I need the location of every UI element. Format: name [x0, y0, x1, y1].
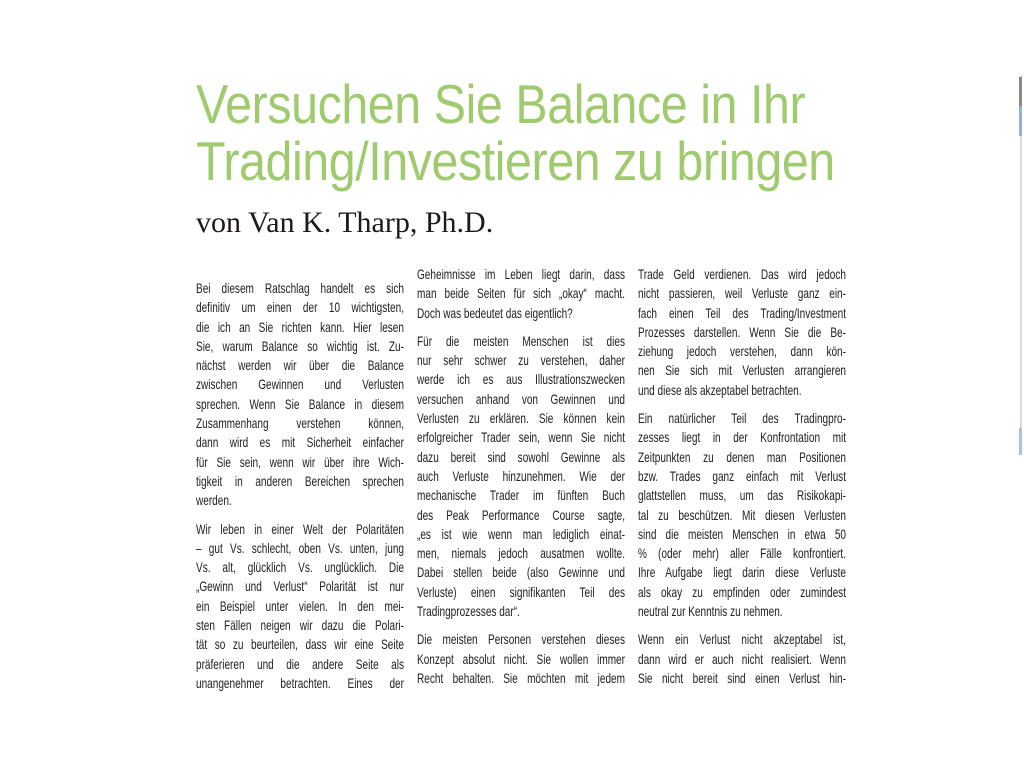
text-line: sten Fällen neigen wir dazu die Polari-	[196, 617, 404, 634]
page-edge-mark-blue-bottom	[1019, 428, 1022, 455]
text-line: des Peak Performance Course sagte,	[417, 506, 625, 523]
text-line: die ich an Sie richten kann. Hier lesen	[196, 318, 404, 335]
paragraph	[196, 520, 404, 694]
text-line: ein Beispiel unter vielen. In den mei-	[196, 597, 404, 614]
text-line: nicht passieren, weil Verluste ganz ein-	[638, 285, 846, 302]
text-line: Doch was bedeutet das eigentlich?	[417, 304, 573, 321]
text-line: Sie, warum Balance so wichtig ist. Zu-	[196, 337, 404, 354]
text-line: fach einen Teil des Trading/Investment	[638, 304, 846, 321]
text-line: Bei diesem Ratschlag handelt es sich	[196, 280, 404, 296]
text-line: als okay zu empfinden oder zumindest	[638, 583, 846, 600]
text-line: Wir leben in einer Welt der Polaritäten	[196, 520, 404, 537]
text-line: nur sehr schwer zu verstehen, daher	[417, 352, 625, 369]
text-line: Zeitpunkten zu denen man Positionen	[638, 448, 846, 465]
text-line: nen Sie sich mit Verlusten arrangieren	[638, 362, 846, 379]
paragraph	[417, 332, 625, 621]
text-column-1-content	[196, 279, 404, 693]
text-line: Geheimnisse im Leben liegt darin, dass	[417, 266, 625, 282]
text-line: men, niemals jedoch ausatmen wollte.	[417, 545, 625, 562]
text-line: Für die meisten Menschen ist dies	[417, 332, 625, 349]
text-line: dann wird er auch nicht realisiert. Wenn	[638, 650, 846, 667]
text-line: tigkeit in anderen Bereichen sprechen	[196, 472, 404, 489]
text-line: tal zu beschützen. Mit diesen Verlusten	[638, 506, 846, 523]
text-line: ziehung jedoch verstehen, dann kön-	[638, 343, 846, 360]
article-title	[196, 73, 882, 192]
text-line: werden.	[196, 492, 232, 509]
paragraph	[417, 265, 625, 323]
text-line: dazu bereit sind sowohl Gewinne als	[417, 448, 625, 465]
text-line: auch Verluste hinzunehmen. Wie der	[417, 467, 625, 484]
text-column-2-content	[417, 265, 625, 688]
text-line: – gut Vs. schlecht, oben Vs. unten, jung	[196, 539, 404, 556]
text-line: bzw. Trades ganz einfach mit Verlust	[638, 467, 846, 484]
text-line: präferieren und die andere Seite als	[196, 655, 404, 672]
text-line: glattstellen muss, um das Risikokapi-	[638, 487, 846, 504]
text-line: Wenn ein Verlust nicht akzeptabel ist,	[638, 631, 846, 648]
text-line: Die meisten Personen verstehen dieses	[417, 631, 625, 648]
text-line: Recht behalten. Sie möchten mit jedem	[417, 669, 625, 686]
text-line: Ihre Aufgabe liegt darin diese Verluste	[638, 564, 846, 581]
text-line: unangenehmer betrachten. Eines der	[196, 674, 404, 691]
text-line: „Gewinn und Verlust“ Polarität ist nur	[196, 578, 404, 595]
text-line: nächst werden wir über die Balance	[196, 357, 404, 374]
text-line: zesses liegt in der Konfrontation mit	[638, 429, 846, 446]
text-line: versuchen anhand von Gewinnen und	[417, 390, 625, 407]
text-line: % (oder mehr) aller Fälle konfrontiert.	[638, 545, 846, 562]
text-line: Trade Geld verdienen. Das wird jedoch	[638, 266, 846, 282]
text-line: tät so zu beurteilen, dass wir eine Seite	[196, 636, 404, 653]
paragraph	[638, 265, 846, 400]
text-line: definitiv um einen der 10 wichtigsten,	[196, 299, 404, 316]
page-edge-mark-gray	[1019, 77, 1022, 106]
text-line: „es ist wie wenn man lediglich einat-	[417, 525, 625, 542]
text-line: Verluste) einen signifikanten Teil des	[417, 583, 625, 600]
text-line: Vs. alt, glücklich Vs. unglücklich. Die	[196, 559, 404, 576]
text-line: für Sie sein, wenn wir über ihre Wich-	[196, 453, 404, 470]
page-edge-mark-blue-top	[1019, 106, 1022, 136]
article-title-line-2: Trading/Investieren zu bringen	[196, 130, 835, 192]
text-column-3-content	[638, 265, 846, 688]
text-line: dann wird es mit Sicherheit einfacher	[196, 434, 404, 451]
article-body	[196, 265, 846, 693]
text-line: neutral zur Kenntnis zu nehmen.	[638, 603, 783, 620]
text-line: erfolgreicher Trader sein, wenn Sie nicht	[417, 429, 625, 446]
text-line: Sie nicht bereit sind einen Verlust hin-	[638, 669, 846, 686]
text-line: werde ich es aus Illustrationszwecken	[417, 371, 625, 388]
paragraph	[417, 630, 625, 688]
paragraph	[638, 630, 846, 688]
text-line: Verlusten zu erklären. Sie können kein	[417, 410, 625, 427]
text-line: und diese als akzeptabel betrachten.	[638, 381, 802, 398]
paragraph	[638, 409, 846, 621]
text-column-3	[638, 265, 846, 693]
text-line: Zusammenhang verstehen können,	[196, 415, 404, 432]
text-column-1	[196, 265, 404, 693]
article-title-line-1: Versuchen Sie Balance in Ihr	[196, 73, 806, 135]
text-line: sind die meisten Menschen in etwa 50	[638, 525, 846, 542]
text-line: zwischen Gewinnen und Verlusten	[196, 376, 404, 393]
text-line: mechanische Trader im fünften Buch	[417, 487, 625, 504]
text-line: Konzept absolut nicht. Sie wollen immer	[417, 650, 625, 667]
text-line: Tradingprozesses dar“.	[417, 603, 520, 620]
text-line: Dabei stellen beide (also Gewinne und	[417, 564, 625, 581]
article-byline: von Van K. Tharp, Ph.D.	[196, 206, 494, 239]
text-column-2	[417, 265, 625, 693]
text-line: man beide Seiten für sich „okay“ macht.	[417, 285, 625, 302]
paragraph	[196, 279, 404, 511]
text-line: sprechen. Wenn Sie Balance in diesem	[196, 395, 404, 412]
text-line: Prozesses darstellen. Wenn Sie die Be-	[638, 323, 846, 340]
text-line: Ein natürlicher Teil des Tradingpro-	[638, 410, 846, 427]
